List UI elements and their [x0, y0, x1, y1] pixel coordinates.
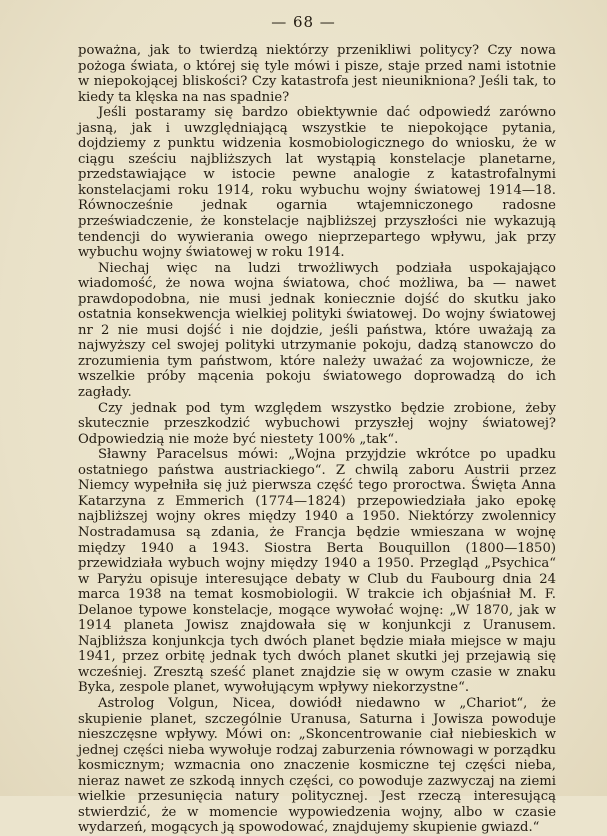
paragraph-3: Niechaj więc na ludzi trwożliwych podziała uspokajająco wiadomość, że nowa wojna światowa, choć możliwa, ba — nawet prawdopodobna, nie musi jednak koniecznie dojść do skutku jako ostatnia konsekwencja wielkiej polityki światowej. Do wojny światowej nr 2 nie musi dojść i nie dojdzie, jeśli państwa, które uważają za najwyższy cel swojej polityki utrzymanie pokoju, dadzą stanowczo do zrozumienia tym państwom, które należy uważać za wojownicze, że wszelkie próby mącenia pokoju światowego doprowadzą do ich zagłady.: [78, 260, 556, 401]
paragraph-2: Jeśli postaramy się bardzo obiektywnie dać odpowiedź zarówno jasną, jak i uwzględniającą wszystkie te niepokojące pytania, dojdziemy z punktu widzenia kosmobiologicznego do wniosku, że w ciągu sześciu najbliższych lat wystąpią konstelacje planetarne, przedstawiające w istocie pewne analogie z katastrofalnymi konstelacjami roku 1914, roku wybuchu wojny światowej 1914—18. Równocześnie jednak ogarnia wtajemniczonego radosne przeświadczenie, że konstelacje najbliższej przyszłości nie wykazują tendencji do wywierania owego nieprzepartego wpływu, jak przy wybuchu wojny światowej w roku 1914.: [78, 105, 556, 261]
paragraph-6: Astrolog Volgun, Nicea, dowiódł niedawno w „Chariot“, że skupienie planet, szczególnie Uranusa, Saturna i Jowisza powoduje nieszczęsne wpływy. Mówi on: „Skoncentrowanie ciał niebieskich w jednej części nieba wywołuje rodzaj zaburzenia równowagi w porządku kosmicznym; wzmacnia ono znaczenie kosmiczne tej części nieba, nieraz nawet ze szkodą innych części, co powoduje zazwyczaj na ziemi wielkie przesunięcia natury politycznej. Jest rzeczą interesującą stwierdzić, że w momencie wypowiedzenia wojny, albo w czasie wydarzeń, mogących ją spowodować, znajdujemy skupienie gwiazd.“: [78, 695, 556, 836]
page-body-text: [78, 43, 556, 836]
paragraph-1: poważna, jak to twierdzą niektórzy przenikliwi politycy? Czy nowa pożoga świata, o której się tyle mówi i pisze, staje przed nami istotnie w niepokojącej bliskości? Czy katastrofa jest nieunikniona? Jeśli tak, to kiedy ta klęska na nas spadnie?: [78, 43, 556, 105]
page-number: — 68 —: [271, 13, 336, 31]
paragraph-5: Sławny Paracelsus mówi: „Wojna przyjdzie wkrótce po upadku ostatniego państwa austriackiego“. Z chwilą zaboru Austrii przez Niemcy wypełniła się już pierwsza część tego proroctwa. Święta Anna Katarzyna z Emmerich (1774—1824) przepowiedziała jako epokę najbliższej wojny okres między 1940 a 1950. Niektórzy zwolennicy Nostradamusa są zdania, że Francja będzie wmieszana w wojnę między 1940 a 1943. Siostra Berta Bouquillon (1800—1850) przewidziała wybuch wojny między 1940 a 1950. Przegląd „Psychica“ w Paryżu opisuje interesujące debaty w Club du Faubourg dnia 24 marca 1938 na temat kosmobiologii. W trakcie ich objaśniał M. F. Delanoe typowe konstelacje, mogące wywołać wojnę: „W 1870, jak w 1914 planeta Jowisz znajdowała się w konjunkcji z Uranusem. Najbliższa konjunkcja tych dwóch planet będzie miała miejsce w maju 1941, przez orbitę jednak tych dwóch planet skutki jej przejawią się wcześniej. Zresztą sześć planet znajdzie się w owym czasie w znaku Byka, zespole planet, wywołującym wpływy niekorzystne“.: [78, 447, 556, 696]
paragraph-4: Czy jednak pod tym względem wszystko będzie zrobione, żeby skutecznie przeszkodzić wybuchowi przyszłej wojny światowej? Odpowiedzią nie może być niestety 100% „tak“.: [78, 400, 556, 447]
